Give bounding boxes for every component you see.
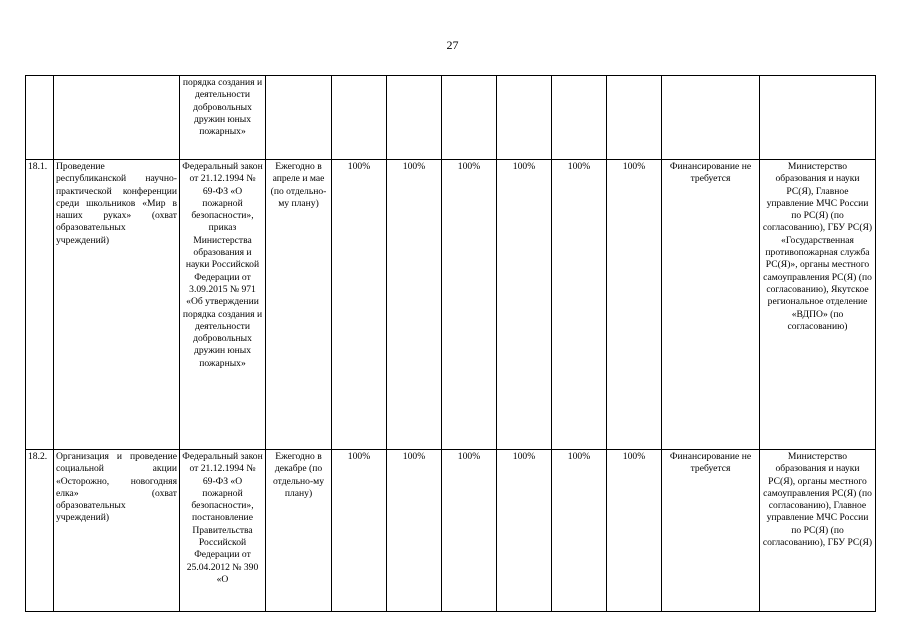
item-number-cell: 18.1. [26,160,54,450]
item-number-cell: 18.2. [26,450,54,612]
legal-basis-cell: порядка создания и деятельности добровольных дружин юных пожарных» [180,76,266,160]
executors-cell [760,76,876,160]
period-cell: Ежегодно в декабре (по отдельно-му плану) [266,450,332,612]
period-cell: Ежегодно в апреле и мае (по отдельно-му плану) [266,160,332,450]
target-value-cell: 100% [387,160,442,450]
target-value-cell [607,76,662,160]
target-value-cell: 100% [497,450,552,612]
target-value-cell: 100% [607,160,662,450]
legal-basis-cell: Федеральный закон от 21.12.1994 № 69-ФЗ «О пожарной безопасности», приказ Министерства образования и науки Российской Федерации от 3.09.2015 № 971 «Об утверждении порядка создания и деятельности добровольных дружин юных пожарных» [180,160,266,450]
page-number: 27 [446,38,459,52]
target-value-cell: 100% [387,450,442,612]
target-value-cell [497,76,552,160]
target-value-cell: 100% [332,160,387,450]
target-value-cell: 100% [552,160,607,450]
period-cell [266,76,332,160]
financing-cell [662,76,760,160]
target-value-cell [332,76,387,160]
activity-name-cell: Проведение республиканской научно-практической конференции среди школьников «Мир в наших руках» (охват образовательных учреждений) [54,160,180,450]
table-row [26,450,876,612]
item-number-cell [26,76,54,160]
target-value-cell [552,76,607,160]
activity-name-cell: Организация и проведение социальной акции «Осторожно, новогодняя елка» (охват образовательных учреждений) [54,450,180,612]
target-value-cell: 100% [332,450,387,612]
target-value-cell: 100% [497,160,552,450]
executors-cell: Министерство образования и науки РС(Я), органы местного самоуправления РС(Я) (по согласованию), Главное управление МЧС России по РС(Я) (по согласованию), ГБУ РС(Я) [760,450,876,612]
target-value-cell: 100% [442,160,497,450]
table-row [26,160,876,450]
target-value-cell: 100% [607,450,662,612]
table-row [26,76,876,160]
financing-cell: Финансирование не требуется [662,450,760,612]
activity-name-cell [54,76,180,160]
legal-basis-cell: Федеральный закон от 21.12.1994 № 69-ФЗ «О пожарной безопасности», постановление Правительства Российской Федерации от 25.04.2012 № 390 «О [180,450,266,612]
target-value-cell [387,76,442,160]
target-value-cell: 100% [552,450,607,612]
target-value-cell: 100% [442,450,497,612]
financing-cell: Финансирование не требуется [662,160,760,450]
program-activities-table [25,75,876,612]
executors-cell: Министерство образования и науки РС(Я), Главное управление МЧС России по РС(Я) (по согласованию), ГБУ РС(Я) «Государственная противопожарная служба РС(Я)», органы местного самоуправления РС(Я) (по согласованию), Якутское региональное отделение «ВДПО» (по согласованию) [760,160,876,450]
target-value-cell [442,76,497,160]
